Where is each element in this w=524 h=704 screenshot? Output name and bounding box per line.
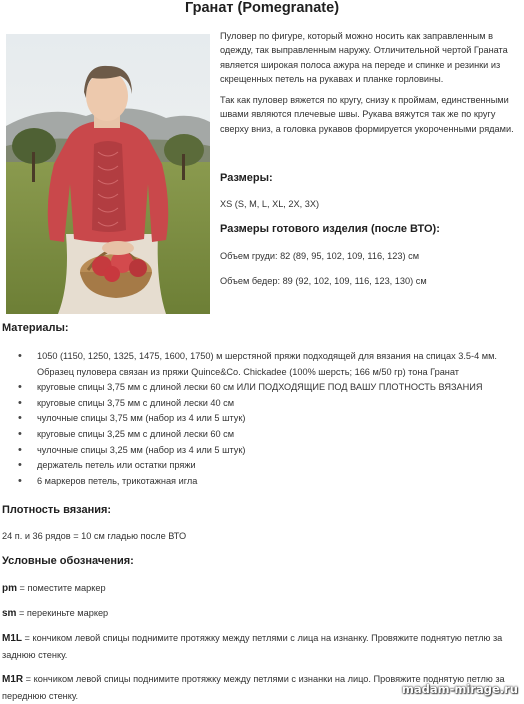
site-watermark: madam-mirage.ru xyxy=(401,682,518,696)
abbreviation-definition: = перекиньте маркер xyxy=(16,608,109,618)
materials-item-dpn-325: • чулочные спицы 3,25 мм (набор из 4 или 5 штук) xyxy=(2,443,520,459)
abbreviation-definition: = кончиком левой спицы поднимите протяжку между петлями с лица на изнанку. Провяжите поднятую петлю за заднюю стенку. xyxy=(2,633,503,660)
materials-item-circular-375-60: • круговые спицы 3,75 мм с длиной лески 60 см ИЛИ ПОДХОДЯЩИЕ ПОД ВАШУ ПЛОТНОСТЬ ВЯЗАНИЯ xyxy=(2,380,520,396)
pullover-photo-illustration xyxy=(6,34,210,314)
sizes-heading: Размеры: xyxy=(220,172,273,184)
sizes-value: XS (S, M, L, XL, 2X, 3X) xyxy=(220,199,320,209)
gauge-heading: Плотность вязания: xyxy=(2,504,112,516)
abbreviation-definition: = поместите маркер xyxy=(17,583,106,593)
materials-list xyxy=(2,349,520,489)
abbreviation-term: M1L xyxy=(2,633,22,644)
gauge-value: 24 п. и 36 рядов = 10 см гладью после ВТО xyxy=(2,531,187,541)
description-paragraph-1: Пуловер по фигуре, который можно носить как заправленным в одежду, так выправленным наружу. Отличительной чертой Граната является широкая полоса ажура на переде и спинке и резинки из скрещенных петель на рукавах и планке горловины. xyxy=(220,31,508,84)
abbreviation-pm xyxy=(2,580,520,597)
measurements-heading: Размеры готового изделия (после ВТО): xyxy=(220,223,440,235)
materials-item-circular-325-60: • круговые спицы 3,25 мм с длиной лески 60 см xyxy=(2,427,520,443)
materials-item-circular-375-40: • круговые спицы 3,75 мм с длиной лески 40 см xyxy=(2,396,520,412)
abbreviations-heading: Условные обозначения: xyxy=(2,555,134,567)
page-title: Гранат (Pomegranate) xyxy=(184,0,340,16)
abbreviation-sm xyxy=(2,605,520,622)
bust-measurement: Объем груди: 82 (89, 95, 102, 109, 116, 123) см xyxy=(220,251,420,261)
materials-item-stitch-holder: • держатель петель или остатки пряжи xyxy=(2,458,520,474)
materials-item-yarn: • 1050 (1150, 1250, 1325, 1475, 1600, 1750) м шерстяной пряжи подходящей для вязания на спицах 3.5-4 мм. Образец пуловера связан из пряжи Quince&Co. Chickadee (100% шерсть; 166 м/50 гр) тона Гранат xyxy=(2,349,520,380)
hips-measurement: Объем бедер: 89 (92, 102, 109, 116, 123, 130) см xyxy=(220,276,427,286)
materials-heading: Материалы: xyxy=(2,322,69,334)
materials-item-dpn-375: • чулочные спицы 3,75 мм (набор из 4 или 5 штук) xyxy=(2,411,520,427)
materials-item-markers: • 6 маркеров петель, трикотажная игла xyxy=(2,474,520,490)
abbreviation-definition: = кончиком левой спицы поднимите протяжку между петлями с изнанки на лицо. Провяжите поднятую петлю за переднюю стенку. xyxy=(2,674,505,701)
abbreviation-term: M1R xyxy=(2,674,24,685)
abbreviation-term: pm xyxy=(2,583,17,594)
abbreviation-m1l xyxy=(2,630,520,663)
description xyxy=(220,29,520,143)
abbreviation-term: sm xyxy=(2,608,17,619)
model-photo xyxy=(6,34,210,314)
description-paragraph-2: Так как пуловер вяжется по кругу, снизу к проймам, единственными швами являются плечевые швы. Рукава вяжутся так же по кругу сверху вниз, а головка рукавов формируется укороченными рядами. xyxy=(220,95,514,134)
